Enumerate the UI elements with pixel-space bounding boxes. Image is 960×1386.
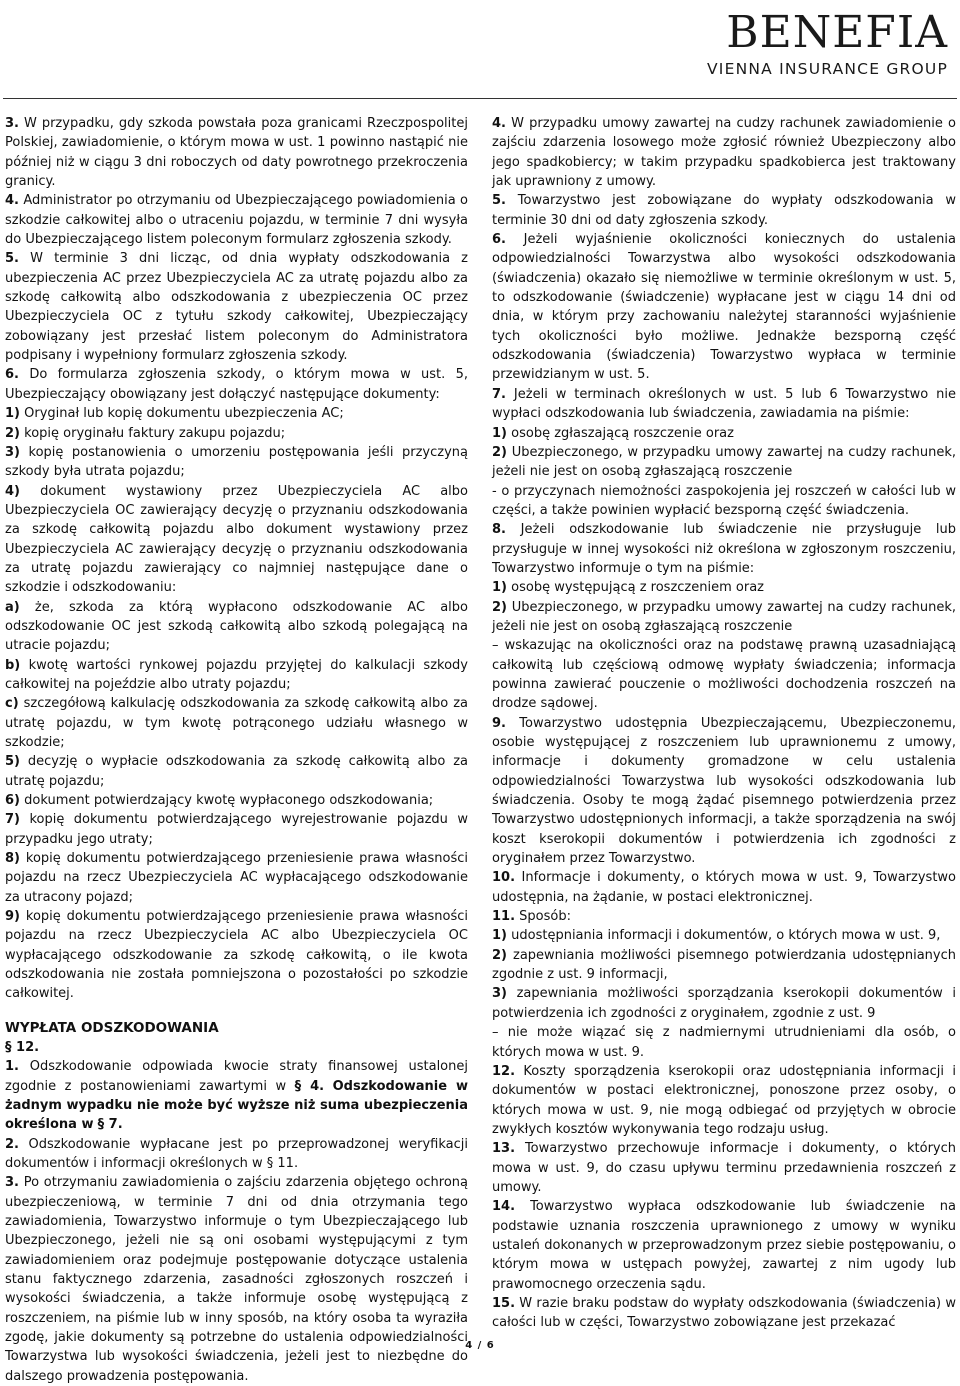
list-text: dokument wystawiony przez Ubezpieczyciela AC albo Ubezpieczyciela OC zawierający decyzję o przyznaniu odszkodowania za szkodę całkowitą pojazdu albo dokument wystawiony przez Ubezpieczyciela AC zawierający decyzję o przyznaniu odszkodowania za utratę pojazdu zawierający co najmniej następujące dane o szkodzie i odszkodowaniu: — [5, 483, 468, 596]
paragraph-text: Towarzystwo przechowuje informacje i dokumenty, o których mowa w ust. 9, do czasu upływu terminu przedawnienia roszczeń z umowy. — [492, 1141, 956, 1195]
list-number: 9) — [5, 909, 20, 925]
paragraph-text: Do formularza zgłoszenia szkody, o którym mowa w ust. 5, Ubezpieczający obowiązany jest dołączyć następujące dokumenty: — [5, 367, 468, 402]
paragraph-text: Po otrzymaniu zawiadomienia o zajściu zdarzenia objętego ochroną ubezpieczeniową, w terminie 7 dni od dnia otrzymania tego zawiadomienia, Towarzystwo informuje o tym Ubezpieczającego lub Ubezpieczonego, jeżeli nie są oni osobami występującymi z tym zawiadomieniem oraz podejmuje postępowanie dotyczące ustalenia stanu faktycznego zdarzenia, zasadności zgłoszonych roszczeń i wysokości świadczenia, a także informuje osobę występującą z roszczeniem, na piśmie lub w inny sposób, na który osoba ta wyraziła zgodę, jakie dokumenty są potrzebne do ustalenia odpowiedzialności Towarzystwa lub wysokości świadczenia, jeżeli jest to niezbędne do dalszego prowadzenia postępowania. — [5, 1175, 468, 1384]
list-item — [5, 694, 468, 752]
list-number: 3) — [5, 444, 20, 460]
paragraph-number: 14. — [492, 1199, 516, 1215]
list-item — [5, 424, 468, 443]
paragraph-text: W razie braku podstaw do wypłaty odszkodowania (świadczenia) w całości lub w części, Towarzystwo zobowiązane jest przekazać — [492, 1295, 956, 1331]
paragraph-number: 5. — [492, 193, 506, 209]
paragraph-number: 2. — [5, 1136, 19, 1152]
list-number: 2) — [492, 947, 507, 963]
paragraph-r4 — [492, 114, 956, 191]
list-number: 6) — [5, 793, 20, 809]
list-item — [5, 907, 468, 1004]
company-logo — [707, 7, 948, 78]
list-item — [5, 810, 468, 849]
list-text: kopię oryginału faktury zakupu pojazdu; — [24, 425, 286, 441]
list-number: 7) — [5, 812, 20, 828]
section-reference: § 4. — [294, 1078, 325, 1094]
paragraph-r8 — [492, 520, 956, 578]
list-number: 3) — [492, 986, 507, 1002]
paragraph-w2 — [5, 1135, 468, 1174]
paragraph-number: 6. — [5, 367, 19, 383]
paragraph-number: 11. — [492, 909, 516, 925]
paragraph-text: Towarzystwo udostępnia Ubezpieczającemu, Ubezpieczonemu, osobie występującej z roszczeniem lub uprawnionemu z umowy, informacje i dokumenty gromadzone w celu ustalenia odpowiedzialności Towarzystwa lub wysokości odszkodowania lub świadczenia. Osoby te mogą żądać pisemnego potwierdzenia przez Towarzystwo udostępnionych informacji, a także sporządzenia na swój koszt kserokopii dokumentów i potwierdzenia ich zgodności z oryginałem przez Towarzystwo. — [492, 715, 956, 867]
paragraph-number: 5. — [5, 251, 19, 267]
list-item — [5, 849, 468, 907]
list-number: 2) — [5, 425, 20, 441]
list-item — [492, 578, 956, 597]
list-text: udostępniania informacji i dokumentów, o których mowa w ust. 9, — [511, 928, 941, 944]
right-column — [492, 114, 956, 1333]
logo-subtitle: VIENNA INSURANCE GROUP — [707, 60, 948, 78]
list-number: 4) — [5, 483, 20, 499]
list-text: dokument potwierdzający kwotę wypłaconego odszkodowania; — [24, 793, 434, 809]
list-number: 1) — [492, 425, 507, 441]
paragraph-text: Jeżeli odszkodowanie lub świadczenie nie przysługuje lub przysługuje w innej wysokości niż określona w zgłoszonym roszczeniu, Towarzystwo informuje o tym na piśmie: — [492, 522, 956, 576]
paragraph-number: 6. — [492, 232, 506, 248]
paragraph-text: Towarzystwo jest zobowiązane do wypłaty odszkodowania w terminie 30 dni od daty zgłoszenia szkody. — [492, 193, 957, 228]
paragraph-number: 3. — [5, 1175, 19, 1191]
list-item — [5, 404, 468, 423]
list-number: a) — [5, 599, 20, 615]
paragraph-r10 — [492, 868, 956, 907]
list-number: c) — [5, 696, 19, 712]
paragraph-number: 3. — [5, 116, 19, 131]
paragraph-number: 1. — [5, 1059, 19, 1075]
paragraph-r5 — [492, 191, 956, 230]
section-number-text: § 12. — [5, 1039, 40, 1055]
list-text: że, szkoda za którą wypłacono odszkodowanie AC albo odszkodowanie OC jest szkodą całkowitą albo szkodą polegającą na utracie pojazdu; — [5, 599, 468, 654]
paragraph-5 — [5, 249, 468, 365]
paragraph-text: Administrator po otrzymaniu od Ubezpieczającego powiadomienia o szkodzie całkowitej albo o utraceniu pojazdu, w terminie 7 dni wysyła do Ubezpieczającego listem poleconym formularz zgłoszenia szkody. — [5, 193, 468, 248]
list-item — [5, 598, 468, 656]
paragraph-bold-text: Odszkodowanie w żadnym wypadku nie może być wyższe niż suma ubezpieczenia określona w — [5, 1078, 468, 1133]
paragraph-r14 — [492, 1197, 956, 1294]
paragraph-number: 8. — [492, 522, 506, 538]
dash-note: – nie może wiązać się z nadmiernymi utrudnieniami dla osób, o których mowa w ust. 9. — [492, 1025, 956, 1060]
paragraph-4 — [5, 191, 468, 249]
paragraph-text: Sposób: — [519, 909, 571, 925]
paragraph-r15 — [492, 1294, 956, 1333]
list-text: osobę występującą z roszczeniem oraz — [511, 580, 764, 596]
paragraph-w1 — [5, 1057, 468, 1134]
list-number: 1) — [492, 928, 507, 944]
section-reference: § 7. — [97, 1117, 123, 1133]
paragraph-text: Odszkodowanie odpowiada kwocie straty finansowej ustalonej zgodnie z postanowieniami zawartymi w — [5, 1059, 468, 1094]
list-number: b) — [5, 657, 21, 673]
list-item — [492, 926, 956, 945]
paragraph-number: 4. — [492, 116, 506, 131]
list-text: kopię postanowienia o umorzeniu postępowania jeśli przyczyną szkody była utrata pojazdu; — [5, 444, 468, 480]
paragraph-number: 10. — [492, 870, 516, 886]
list-text: Ubezpieczonego, w przypadku umowy zawartej na cudzy rachunek, jeżeli nie jest on osobą zgłaszającą roszczenie — [492, 444, 957, 480]
list-number: 1) — [5, 406, 20, 422]
paragraph-r9 — [492, 714, 956, 869]
list-text: kopię dokumentu potwierdzającego przeniesienie prawa własności pojazdu na rzecz Ubezpieczyciela AC wypłacającego odszkodowanie za utracony pojazd; — [5, 851, 468, 905]
list-text: kopię dokumentu potwierdzającego wyrejestrowanie pojazdu w przypadku jego utraty; — [5, 812, 468, 847]
paragraph-text: Jeżeli w terminach określonych w ust. 5 lub 6 Towarzystwo nie wypłaci odszkodowania lub świadczenia, zawiadamia na piśmie: — [492, 386, 956, 422]
section-number — [5, 1038, 468, 1057]
paragraph-6 — [5, 365, 468, 404]
paragraph-text: Jeżeli wyjaśnienie okoliczności koniecznych do ustalenia odpowiedzialności Towarzystwa albo wysokości odszkodowania (świadczenia) okazało się niemożliwe w terminie określonym w ust. 5, to odszkodowanie (świadczenie) wypłacane jest w ciągu 14 dni od dnia, w którym przy zachowaniu należytej staranności wyjaśnienie tych okoliczności było możliwe. Jednakże bezsporną część odszkodowania (świadczenia) Towarzystwo wypłaca w terminie przewidzianym w ust. 5. — [492, 232, 956, 383]
paragraph-number: 9. — [492, 715, 506, 731]
list-number: 1) — [492, 580, 507, 596]
list-text: szczegółową kalkulację odszkodowania za szkodę całkowitą albo za utratę pojazdu, w tym kwotę potrąconego udziału własnego w szkodzie; — [5, 696, 468, 750]
list-item — [5, 752, 468, 791]
paragraph-r6 — [492, 230, 956, 385]
paragraph-text: W terminie 3 dni licząc, od dnia wypłaty odszkodowania z ubezpieczenia AC przez Ubezpieczyciela AC za utratę pojazdu albo za szkodę całkowitą albo odszkodowania z ubezpieczenia OC przez Ubezpieczyciela OC z tytułu szkody całkowitej, Ubezpieczający zobowiązany jest przesłać listem poleconym do Administratora podpisany i wypełniony formularz zgłoszenia szkody. — [5, 251, 469, 364]
list-item — [5, 791, 468, 810]
paragraph-number: 4. — [5, 193, 19, 209]
list-number: 2) — [492, 444, 507, 460]
paragraph-r7 — [492, 385, 956, 424]
list-item — [5, 443, 468, 482]
list-item — [492, 443, 956, 482]
paragraph-text: W przypadku, gdy szkoda powstała poza granicami Rzeczpospolitej Polskiej, zawiadomienie, o którym mowa w ust. 1 powinno nastąpić nie później niż w ciągu 3 dni roboczych od daty powrotnego przekroczenia granicy. — [5, 116, 468, 190]
logo-brand: BENEFIA — [726, 7, 948, 58]
paragraph-number: 7. — [492, 386, 506, 402]
dash-note: – wskazując na okoliczności oraz na podstawę prawną uzasadniającą całkowitą lub częściową odmowę wypłaty świadczenia; informacja powinna zawierać pouczenie o możliwości dochodzenia roszczeń na drodze sądowej. — [492, 638, 956, 712]
paragraph-r13 — [492, 1139, 956, 1197]
left-column — [5, 114, 468, 1386]
paragraph-number: 12. — [492, 1063, 516, 1079]
section-reference: § 11. — [266, 1155, 299, 1171]
list-item — [492, 984, 956, 1023]
list-text: osobę zgłaszającą roszczenie oraz — [511, 425, 734, 441]
paragraph-text: Koszty sporządzenia kserokopii oraz udostępniania informacji i dokumentów w postaci elektronicznej, ponoszone przez osoby, o których mowa w ust. 9, nie mogą odbiegać od przyjętych w obrocie zwykłych kosztów wykonywania tego rodzaju usług. — [492, 1063, 956, 1137]
list-item — [5, 656, 468, 695]
list-text: decyzję o wypłacie odszkodowania za szkodę całkowitą albo za utratę pojazdu; — [5, 754, 468, 789]
list-text: zapewniania możliwości pisemnego potwierdzania udostępnianych zgodnie z ust. 9 informacji, — [492, 947, 956, 983]
list-item — [5, 482, 468, 598]
paragraph-text: Odszkodowanie wypłacane jest po przeprowadzonej weryfikacji dokumentów i informacji określonych w — [5, 1136, 468, 1171]
section-heading: WYPŁATA ODSZKODOWANIA — [5, 1019, 219, 1036]
list-item — [492, 424, 956, 443]
page-number: 4 / 6 — [465, 1340, 495, 1351]
list-item — [492, 946, 956, 985]
list-text: Oryginał lub kopię dokumentu ubezpieczenia AC; — [24, 406, 344, 422]
paragraph-text: W przypadku umowy zawartej na cudzy rachunek zawiadomienie o zajściu zdarzenia losowego może zgłosić również Ubezpieczony albo jego spadkobiercy; w takim przypadku spadkobierca jest traktowany jak uprawniony z umowy. — [492, 116, 956, 190]
paragraph-text: Towarzystwo wypłaca odszkodowanie lub świadczenie na podstawie uznania roszczenia uprawnionego z umowy w wyniku ustaleń dokonanych w przeprowadzonym przez siebie postępowaniu, o którym mowa w ustępach powyżej, zawartej z nim ugody lub prawomocnego orzeczenia sądu. — [492, 1199, 956, 1292]
list-number: 8) — [5, 851, 20, 867]
paragraph-w3 — [5, 1173, 468, 1386]
list-text: Ubezpieczonego, w przypadku umowy zawartej na cudzy rachunek, jeżeli nie jest on osobą zgłaszającą roszczenie — [492, 599, 957, 634]
paragraph-text: Informacje i dokumenty, o których mowa w ust. 9, Towarzystwo udostępnia, na żądanie, w postaci elektronicznej. — [492, 870, 956, 905]
list-text: kwotę wartości rynkowej pojazdu przyjętej do kalkulacji szkody całkowitej na pojeździe albo utraty pojazdu; — [5, 657, 468, 692]
list-item — [492, 598, 956, 637]
dash-note: - o przyczynach niemożności zaspokojenia jej roszczeń w całości lub w części, a także powinien wypłacić bezsporną część świadczenia. — [492, 483, 956, 518]
paragraph-number: 13. — [492, 1141, 516, 1157]
header-divider — [3, 98, 957, 99]
paragraph-r11 — [492, 907, 956, 926]
paragraph-3 — [5, 114, 468, 191]
paragraph-r12 — [492, 1062, 956, 1139]
paragraph-number: 15. — [492, 1295, 516, 1311]
list-text: kopię dokumentu potwierdzającego przeniesienie prawa własności pojazdu na rzecz Ubezpieczyciela AC albo Ubezpieczyciela OC wypłacającego odszkodowanie za szkodę całkowitą, o ile kwota odszkodowania nie została pomniejszona o pozostałości po szkodzie całkowitej. — [5, 909, 468, 1002]
list-number: 5) — [5, 754, 20, 770]
list-number: 2) — [492, 599, 507, 615]
list-text: zapewniania możliwości sporządzania kserokopii dokumentów i potwierdzenia ich zgodności z oryginałem, zgodnie z ust. 9 — [492, 986, 956, 1021]
